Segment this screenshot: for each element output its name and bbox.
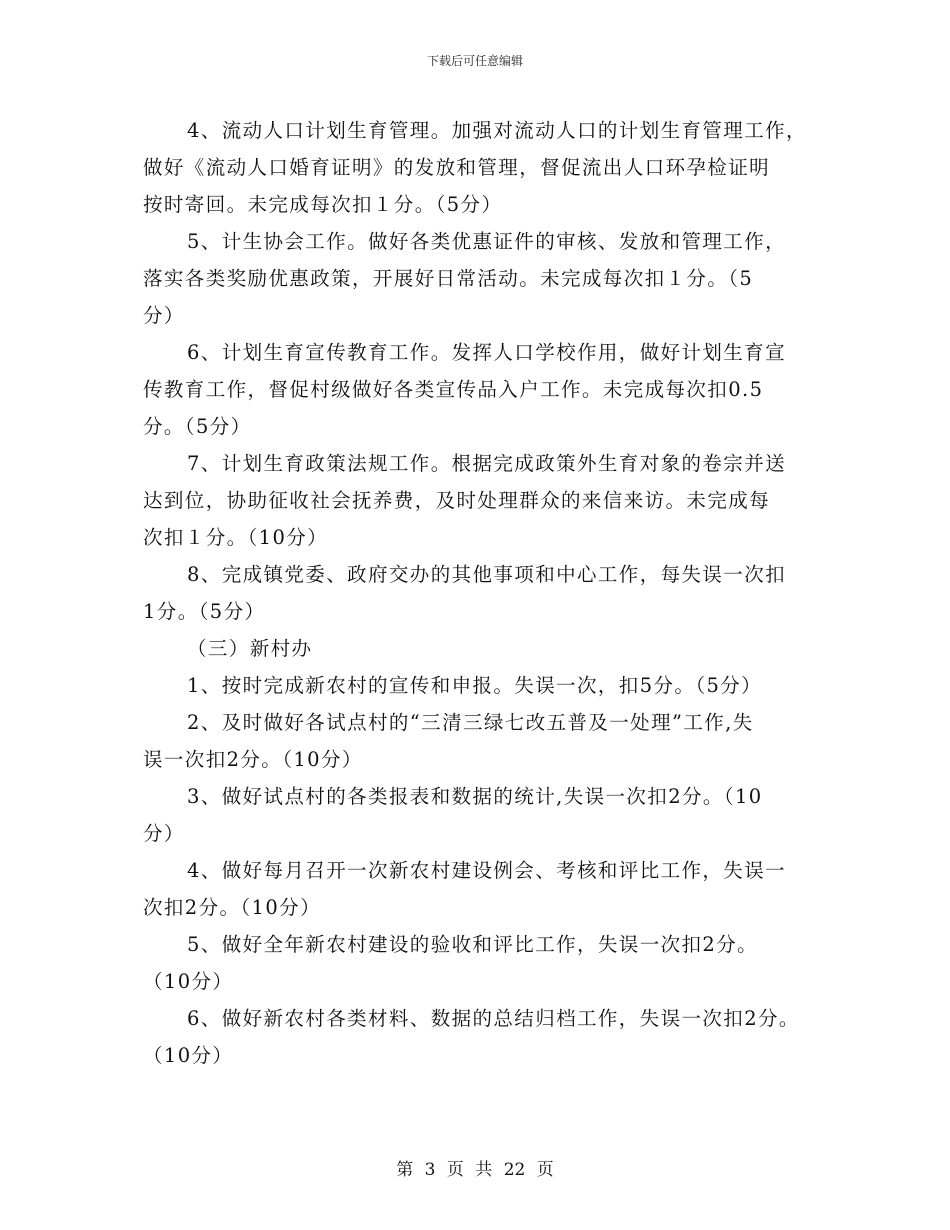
text-line: 2、及时做好各试点村的“三清三绿七改五普及一处理”工作,失 <box>187 711 754 734</box>
text-line: （三）新村办 <box>187 637 313 660</box>
text-line: （10分） <box>143 1044 234 1067</box>
text-line: 7、计划生育政策法规工作。根据完成政策外生育对象的卷宗并送 <box>187 452 787 475</box>
text-line: 次扣１分。（10分） <box>143 526 329 549</box>
text-line: （10分） <box>143 970 234 993</box>
text-line: 按时寄回。未完成每次扣１分。（5分） <box>143 193 503 216</box>
text-line: 达到位，协助征收社会抚养费，及时处理群众的来信来访。未完成每 <box>143 489 771 512</box>
text-line: 3、做好试点村的各类报表和数据的统计,失误一次扣2分。（10 <box>187 785 763 808</box>
text-line: 传教育工作，督促村级做好各类宣传品入户工作。未完成每次扣0.5 <box>143 378 764 401</box>
text-line: 4、做好每月召开一次新农村建设例会、考核和评比工作，失误一 <box>187 859 787 882</box>
text-line: 5、做好全年新农村建设的验收和评比工作，失误一次扣2分。 <box>187 933 759 956</box>
text-line: 分） <box>143 304 185 327</box>
text-line: 分。（5分） <box>143 415 252 438</box>
text-line: 6、做好新农村各类材料、数据的总结归档工作，失误一次扣2分。 <box>187 1007 800 1030</box>
text-line: 落实各类奖励优惠政策，开展好日常活动。未完成每次扣１分。（5 <box>143 267 754 290</box>
text-line: 8、完成镇党委、政府交办的其他事项和中心工作，每失误一次扣 <box>187 563 787 586</box>
text-line: 1、按时完成新农村的宣传和申报。失误一次，扣5分。（5分） <box>187 674 763 697</box>
text-line: 误一次扣2分。（10分） <box>143 748 363 771</box>
text-line: 5、计生协会工作。做好各类优惠证件的审核、发放和管理工作， <box>187 230 787 253</box>
page-header-note: 下载后可任意编辑 <box>426 54 523 68</box>
page-number-footer: 第 3 页 共 22 页 <box>396 1160 554 1180</box>
text-line: 6、计划生育宣传教育工作。发挥人口学校作用，做好计划生育宣 <box>187 341 787 364</box>
text-line: 次扣2分。（10分） <box>143 896 321 919</box>
text-line: 4、流动人口计划生育管理。加强对流动人口的计划生育管理工作， <box>187 119 807 142</box>
text-line: 1分。（5分） <box>143 600 266 623</box>
text-line: 做好《流动人口婚育证明》的发放和管理，督促流出人口环孕检证明 <box>143 156 771 179</box>
text-line: 分） <box>143 822 185 845</box>
